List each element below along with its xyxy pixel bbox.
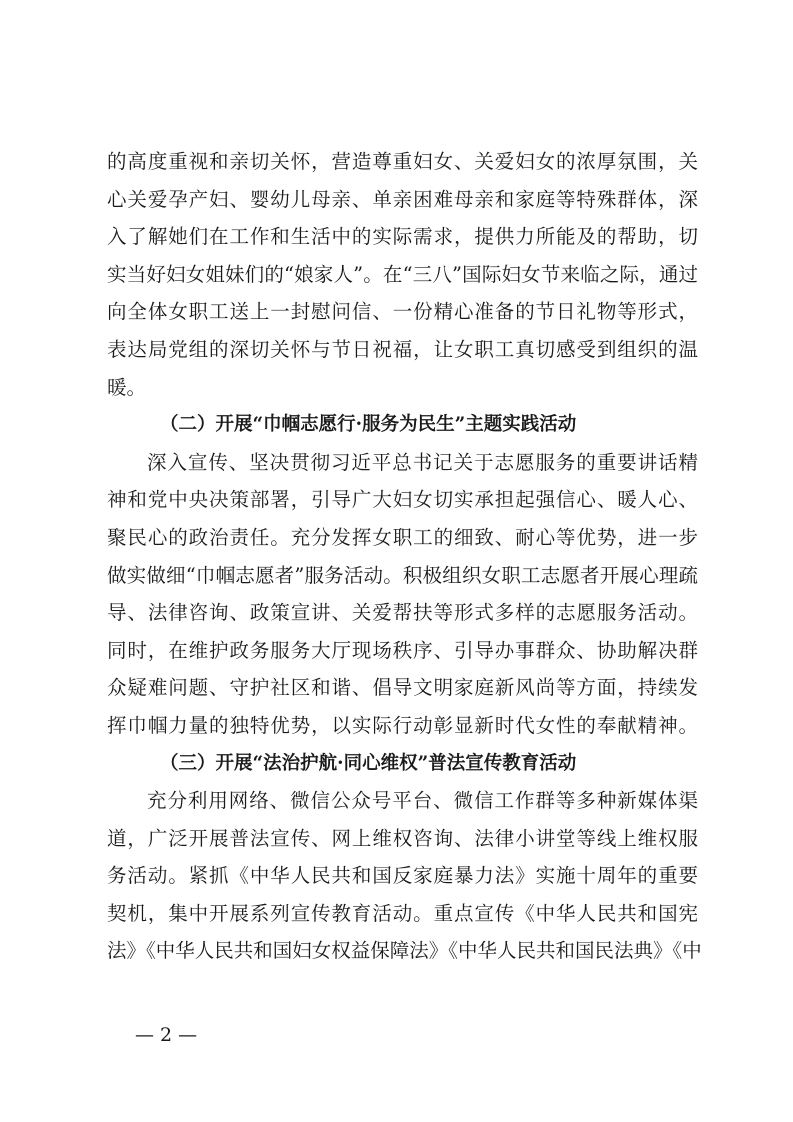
text-line: 导、法律咨询、政策宣讲、关爱帮扶等形式多样的志愿服务活动。	[107, 601, 698, 625]
text-line: 契机，集中开展系列宣传教育活动。重点宣传《中华人民共和国宪	[107, 901, 698, 925]
paragraph	[107, 444, 698, 745]
text-line: 向全体女职工送上一封慰问信、一份精心准备的节日礼物等形式，	[107, 300, 698, 324]
text-line: 众疑难问题、守护社区和谐、倡导文明家庭新风尚等方面，持续发	[107, 676, 698, 700]
text-line: 聚民心的政治责任。充分发挥女职工的细致、耐心等优势，进一步	[107, 525, 698, 549]
text-line: 深入宣传、坚决贯彻习近平总书记关于志愿服务的重要讲话精	[147, 450, 698, 474]
document-body	[107, 143, 702, 970]
page-number: — 2 —	[135, 1024, 198, 1046]
text-line: 入了解她们在工作和生活中的实际需求，提供力所能及的帮助，切	[107, 225, 698, 249]
text-line: 挥巾帼力量的独特优势，以实际行动彰显新时代女性的奉献精神。	[107, 713, 698, 737]
text-line: 同时，在维护政务服务大厅现场秩序、引导办事群众、协助解决群	[107, 638, 698, 662]
text-line: 暖。	[107, 375, 147, 399]
text-line: 表达局党组的深切关怀与节日祝福，让女职工真切感受到组织的温	[107, 337, 698, 361]
text-line: 做实做细“巾帼志愿者”服务活动。积极组织女职工志愿者开展心理疏	[107, 563, 698, 587]
text-line: 务活动。紧抓《中华人民共和国反家庭暴力法》实施十周年的重要	[107, 864, 698, 888]
paragraph	[107, 782, 702, 970]
text-line: 道，广泛开展普法宣传、网上维权咨询、法律小讲堂等线上维权服	[107, 826, 698, 850]
text-line: 充分利用网络、微信公众号平台、微信工作群等多种新媒体渠	[147, 789, 698, 813]
section-heading: （二）开展“巾帼志愿行·服务为民生”主题实践活动	[160, 414, 577, 436]
text-line: 心关爱孕产妇、婴幼儿母亲、单亲困难母亲和家庭等特殊群体，深	[107, 187, 698, 211]
text-line: 神和党中央决策部署，引导广大妇女切实承担起强信心、暖人心、	[107, 488, 698, 512]
text-line: 实当好妇女姐妹们的“娘家人”。在“三八”国际妇女节来临之际，通过	[107, 262, 698, 286]
text-line: 法》《中华人民共和国妇女权益保障法》《中华人民共和国民法典》《中	[107, 939, 702, 963]
section-heading: （三）开展“法治护航·同心维权”普法宣传教育活动	[160, 752, 577, 774]
paragraph	[107, 143, 698, 406]
text-line: 的高度重视和亲切关怀，营造尊重妇女、关爱妇女的浓厚氛围，关	[107, 150, 698, 173]
